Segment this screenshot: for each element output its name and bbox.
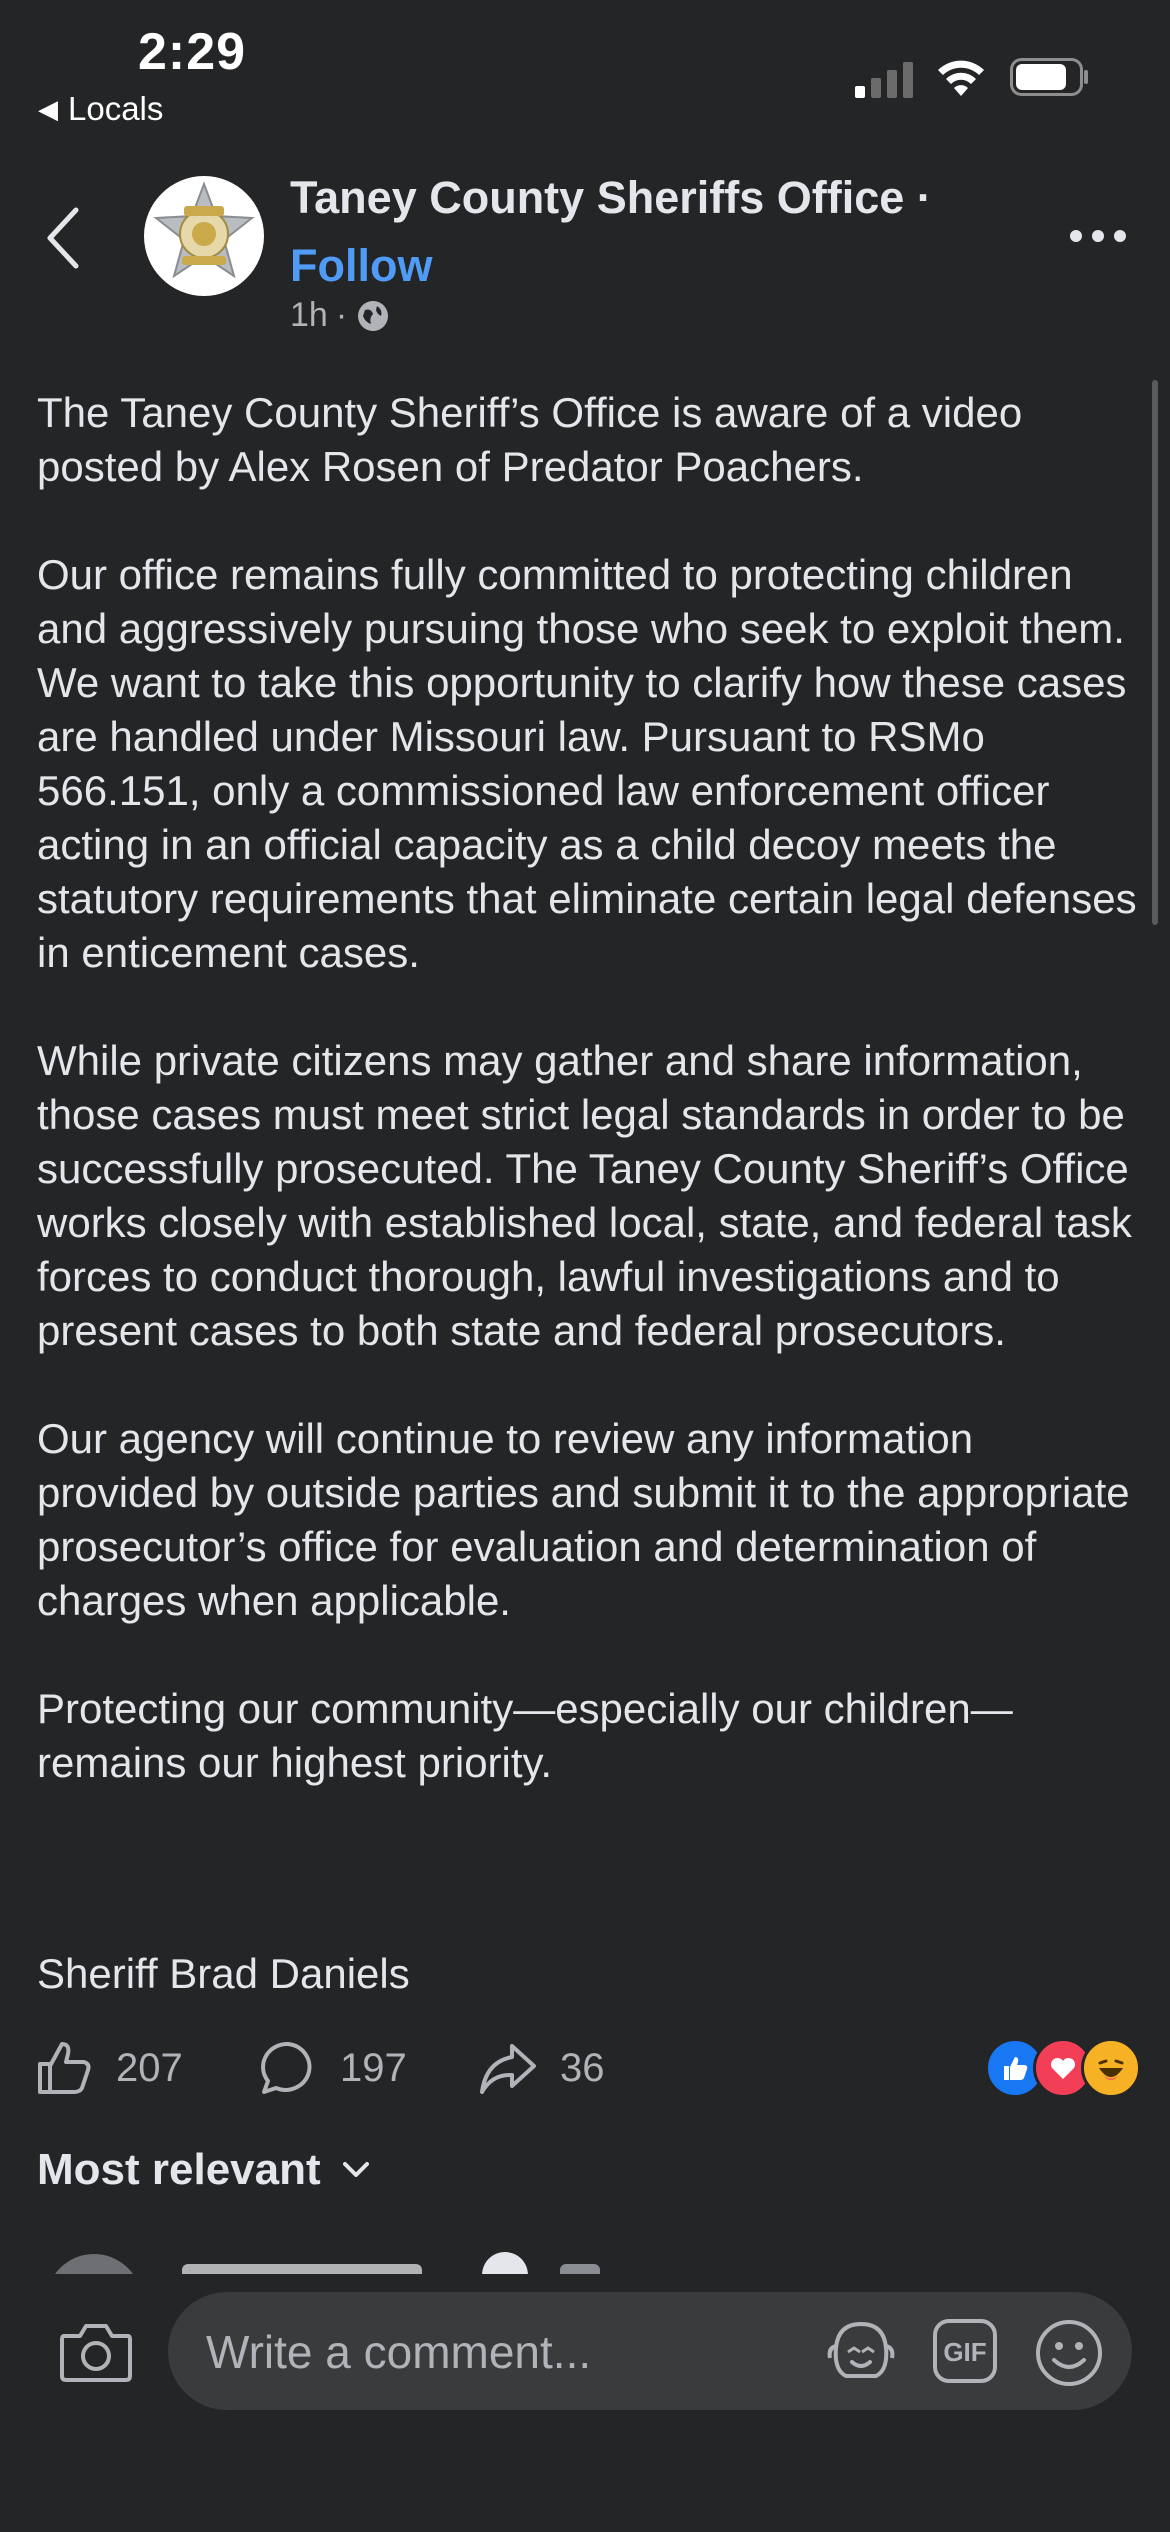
reaction-summary[interactable] [985, 2038, 1135, 2096]
post-paragraph: While private citizens may gather and share information, those cases must meet strict legal standards in order to be successfully prosecuted. The Taney County Sheriff’s Office works closely with established local, state, and federal task forces to conduct thorough, lawful investigations and to present cases to both state and federal prosecutors. [37, 1037, 1132, 1354]
comment-count: 197 [340, 2045, 407, 2090]
sheriff-badge-icon [144, 176, 264, 296]
back-triangle-icon: ◀ [38, 93, 58, 124]
meta-separator: · [335, 296, 348, 334]
comment-preview[interactable] [0, 2242, 1170, 2274]
page-avatar[interactable] [144, 176, 264, 296]
share-button[interactable] [478, 2036, 605, 2100]
like-count: 207 [116, 2045, 183, 2090]
cellular-signal-icon [855, 58, 915, 98]
haha-reaction-icon [1081, 2038, 1141, 2098]
back-app-label: Locals [68, 90, 164, 127]
scrollbar[interactable] [1152, 380, 1158, 925]
thumbs-up-icon [34, 2038, 94, 2098]
share-count: 36 [560, 2045, 605, 2090]
like-button[interactable] [34, 2036, 183, 2100]
post-paragraph: Protecting our community—especially our children—remains our highest priority. [37, 1685, 1013, 1786]
post-meta [290, 296, 391, 335]
back-arrow-icon[interactable] [44, 206, 84, 270]
post-body [37, 386, 1142, 1844]
comment-input[interactable] [204, 2292, 768, 2412]
status-time: 2:29 [138, 23, 247, 81]
emoji-icon[interactable] [1034, 2318, 1104, 2388]
comment-time-placeholder [560, 2264, 600, 2274]
comment-bubble-icon [258, 2038, 318, 2098]
svg-text:GIF: GIF [943, 2337, 987, 2367]
page-name[interactable]: Taney County Sheriffs Office · [290, 172, 932, 223]
avatar-sticker-icon[interactable] [826, 2318, 896, 2384]
comments-sort-dropdown[interactable] [37, 2145, 371, 2195]
wifi-icon [935, 52, 987, 98]
follow-button[interactable]: Follow [290, 240, 433, 291]
post-paragraph: The Taney County Sheriff’s Office is aware of a video posted by Alex Rosen of Predator Poachers. [37, 389, 1023, 490]
commenter-name-placeholder [182, 2264, 422, 2274]
more-options-icon[interactable] [1068, 226, 1128, 246]
post-time: 1h [290, 296, 328, 334]
gif-icon[interactable] [932, 2318, 998, 2384]
comment-box[interactable] [168, 2292, 1132, 2410]
post-signature: Sheriff Brad Daniels [37, 1950, 410, 1997]
post-paragraph: Our agency will continue to review any information provided by outside parties and submit it to the appropriate prosecutor’s office for evaluation and determination of charges when applicable. [37, 1415, 1130, 1624]
battery-icon [1010, 58, 1090, 96]
post-paragraph: Our office remains fully committed to protecting children and aggressively pursuing those who seek to exploit them. We want to take this opportunity to clarify how these cases are handled under Missouri law. Pursuant to RSMo 566.151, only a commissioned law enforcement officer acting in an official capacity as a child decoy meets the statutory requirements that eliminate certain legal defenses in enticement cases. [37, 551, 1137, 976]
back-to-app-link[interactable] [38, 90, 163, 128]
share-arrow-icon [478, 2038, 538, 2098]
camera-icon[interactable] [58, 2320, 134, 2384]
comment-button[interactable] [258, 2036, 407, 2100]
commenter-avatar [46, 2254, 142, 2274]
globe-icon [355, 298, 391, 334]
sort-label: Most relevant [37, 2145, 321, 2194]
commenter-badge-icon [482, 2252, 528, 2274]
chevron-down-icon [341, 2160, 371, 2180]
